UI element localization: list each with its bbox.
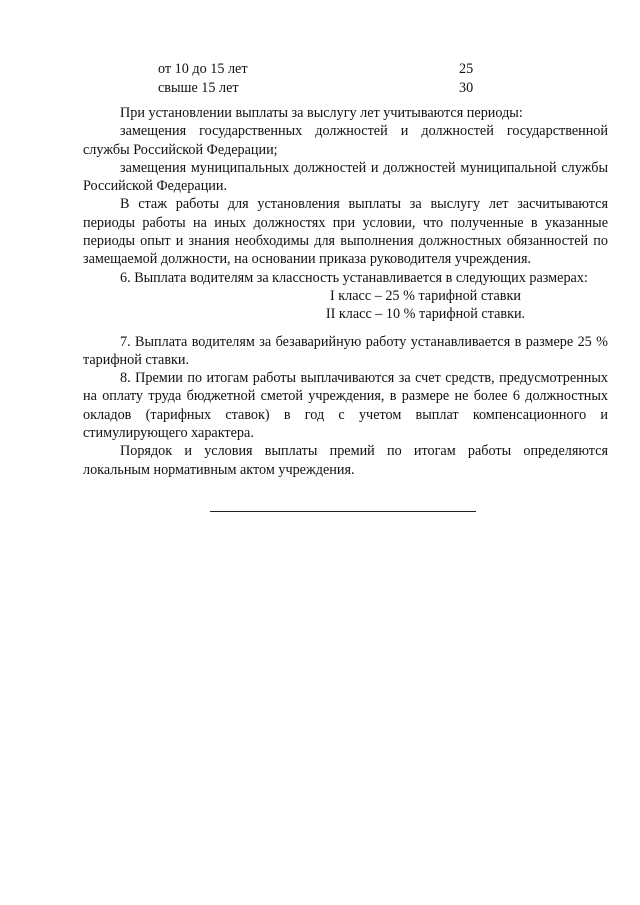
- end-divider-line: [210, 511, 476, 512]
- class-2-line: II класс – 10 % тарифной ставки.: [325, 306, 526, 323]
- seniority-percent: 30: [459, 80, 474, 96]
- spacer: [83, 324, 608, 333]
- paragraph-municipal-service: замещения муниципальных должностей и должностей муниципальной службы Российской Федерации.: [83, 159, 608, 195]
- paragraph-bonus-procedure: Порядок и условия выплаты премий по итогам работы определяются локальным нормативным актом учреждения.: [83, 443, 608, 478]
- class-1-line: I класс – 25 % тарифной ставки: [330, 287, 521, 304]
- seniority-percent: 25: [459, 61, 474, 77]
- class-list: [83, 287, 608, 324]
- seniority-range: от 10 до 15 лет: [158, 61, 248, 77]
- paragraph-periods-intro: При установлении выплаты за выслугу лет учитываются периоды:: [120, 105, 523, 121]
- seniority-table: [83, 60, 608, 98]
- paragraph-class-payment: 6. Выплата водителям за классность устанавливается в следующих размерах:: [120, 269, 588, 286]
- table-row: [83, 60, 608, 79]
- paragraph-bonuses: 8. Премии по итогам работы выплачиваются за счет средств, предусмотренных на оплату труда бюджетной сметой учреждения, в размере не более 6 должностных окладов (тарифных ставок) в год с учетом выплат компенсационного и стимулирующего характера.: [83, 370, 608, 442]
- document-body: [83, 60, 608, 479]
- seniority-range: свыше 15 лет: [158, 80, 239, 96]
- paragraph-other-positions: В стаж работы для установления выплаты за выслугу лет засчитываются периоды работы на иных должностях при условии, что полученные в указанные периоды опыт и знания необходимы для выполнения должностных обязанностей по замещаемой должности, на основании приказа руководителя учреждения.: [83, 196, 608, 268]
- paragraph-state-service: замещения государственных должностей и должностей государственной службы Российской Федерации;: [83, 123, 608, 158]
- table-row: [83, 79, 608, 98]
- paragraph-accident-free: 7. Выплата водителям за безаварийную работу устанавливается в размере 25 % тарифной ставки.: [83, 333, 608, 368]
